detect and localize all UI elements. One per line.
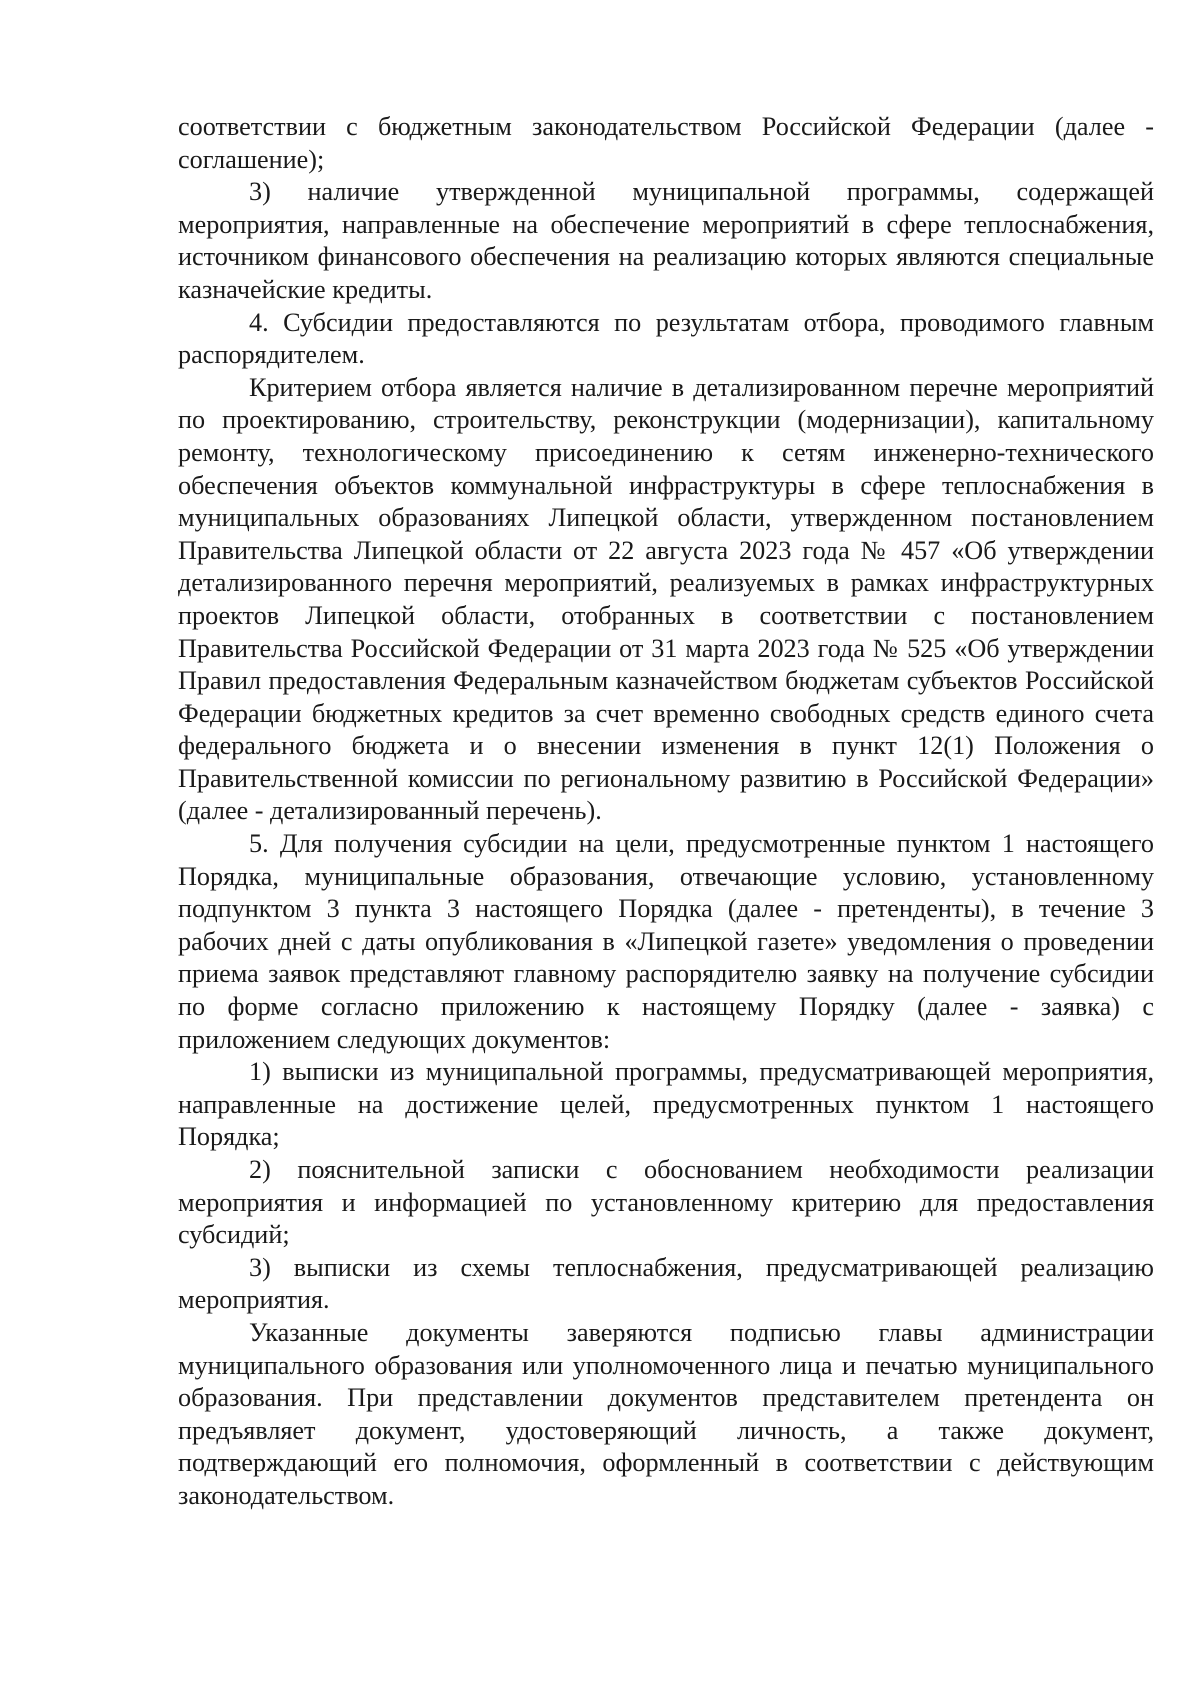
paragraph-selection-criterion: Критерием отбора является наличие в детализированном перечне мероприятий по проектированию, строительству, реконструкции (модернизации), капитальному ремонту, технологическому присоединению к сетям инженерно-технического обеспечения объектов коммунальной инфраструктуры в сфере теплоснабжения в муниципальных образованиях Липецкой области, утвержденном постановлением Правительства Липецкой области от 22 августа 2023 года № 457 «Об утверждении детализированного перечня мероприятий, реализуемых в рамках инфраструктурных проектов Липецкой области, отобранных в соответствии с постановлением Правительства Российской Федерации от 31 марта 2023 года № 525 «Об утверждении Правил предоставления Федеральным казначейством бюджетам субъектов Российской Федерации бюджетных кредитов за счет временно свободных средств единого счета федерального бюджета и о внесении изменения в пункт 12(1) Положения о Правительственной комиссии по региональному развитию в Российской Федерации» (далее - детализированный перечень). (178, 372, 1154, 826)
paragraph-continuation: соответствии с бюджетным законодательством Российской Федерации (далее - соглашение); (178, 112, 1154, 174)
paragraph-item-5: 5. Для получения субсидии на цели, предусмотренные пунктом 1 настоящего Порядка, муниципальные образования, отвечающие условию, установленному подпунктом 3 пункта 3 настоящего Порядка (далее - претенденты), в течение 3 рабочих дней с даты опубликования в «Липецкой газете» уведомления о проведении приема заявок представляют главному распорядителю заявку на получение субсидии по форме согласно приложению к настоящему Порядку (далее - заявка) с приложением следующих документов: (178, 829, 1154, 1054)
paragraph-item-4: 4. Субсидии предоставляются по результатам отбора, проводимого главным распорядителем. (178, 307, 1154, 370)
paragraph-certification: Указанные документы заверяются подписью главы администрации муниципального образования или уполномоченного лица и печатью муниципального образования. При представлении документов представителем претендента он предъявляет документ, удостоверяющий личность, а также документ, подтверждающий его полномочия, оформленный в соответствии с действующим законодательством. (178, 1317, 1154, 1510)
document-body (178, 111, 1154, 1513)
paragraph-document-3: 3) выписки из схемы теплоснабжения, предусматривающей реализацию мероприятия. (178, 1252, 1154, 1315)
paragraph-condition-3: 3) наличие утвержденной муниципальной программы, содержащей мероприятия, направленные на обеспечение мероприятий в сфере теплоснабжения, источником финансового обеспечения на реализацию которых являются специальные казначейские кредиты. (178, 177, 1154, 304)
paragraph-document-2: 2) пояснительной записки с обоснованием необходимости реализации мероприятия и информацией по установленному критерию для предоставления субсидий; (178, 1155, 1154, 1250)
paragraph-document-1: 1) выписки из муниципальной программы, предусматривающей мероприятия, направленные на достижение целей, предусмотренных пунктом 1 настоящего Порядка; (178, 1057, 1154, 1152)
